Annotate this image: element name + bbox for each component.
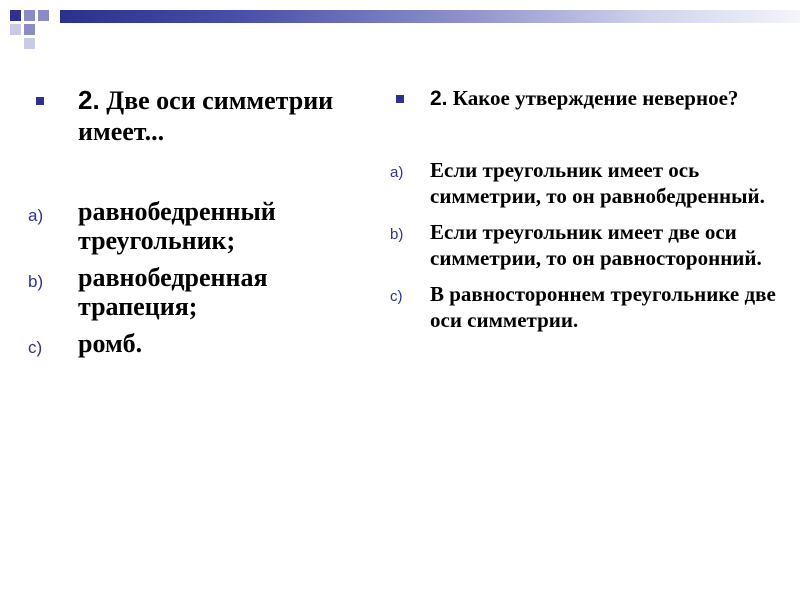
option-marker: b): [28, 272, 44, 291]
option-c: [30, 329, 370, 358]
right-question: [390, 85, 780, 112]
square-bullet-icon: [36, 97, 44, 105]
deco-square-icon: [24, 38, 35, 49]
option-text: равнобедренная трапеция;: [78, 263, 268, 321]
option-b: [30, 263, 370, 321]
option-c: [390, 281, 780, 333]
right-options: [390, 157, 780, 333]
deco-square-icon: [24, 10, 35, 21]
deco-square-icon: [10, 10, 21, 21]
option-text: Если треугольник имеет ось симметрии, то он равнобедренный.: [430, 158, 765, 208]
deco-square-icon: [10, 24, 21, 35]
option-text: Если треугольник имеет две оси симметрии, то он равносторонний.: [430, 220, 762, 270]
deco-square-icon: [38, 10, 49, 21]
option-marker: c): [390, 288, 403, 305]
left-question: [30, 85, 370, 147]
header-decoration: [0, 0, 800, 50]
option-a: [390, 157, 780, 209]
square-bullet-icon: [396, 95, 404, 103]
question-number: 2.: [430, 87, 448, 110]
option-text: ромб.: [78, 329, 143, 358]
question-text: Две оси симметрии имеет...: [78, 86, 334, 146]
option-marker: a): [28, 206, 44, 225]
option-marker: a): [390, 164, 404, 181]
option-b: [390, 219, 780, 271]
left-options: [30, 197, 370, 358]
header-gradient-bar: [60, 10, 800, 23]
deco-square-icon: [24, 24, 35, 35]
right-column: [390, 85, 780, 343]
question-text: Какое утверждение неверное?: [452, 86, 739, 110]
option-marker: c): [28, 338, 43, 357]
option-text: В равностороннем треугольнике две оси симметрии.: [430, 282, 776, 332]
question-number: 2.: [78, 85, 100, 115]
option-text: равнобедренный треугольник;: [78, 197, 276, 255]
option-marker: b): [390, 226, 404, 243]
option-a: [30, 197, 370, 255]
left-column: [30, 85, 370, 366]
